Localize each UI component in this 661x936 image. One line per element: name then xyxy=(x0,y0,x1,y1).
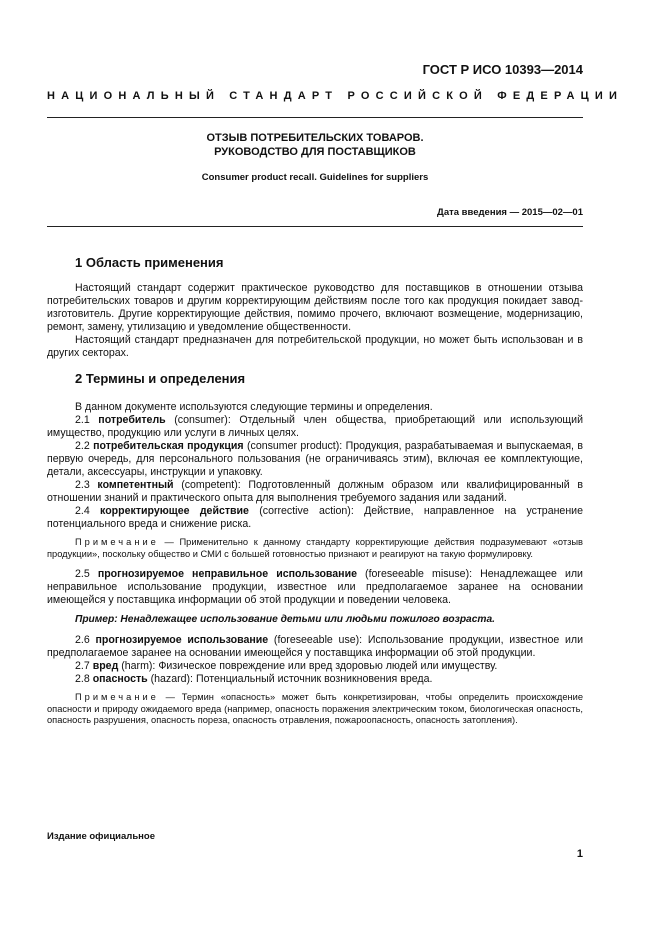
header-divider xyxy=(47,117,583,118)
note-label: Примечание xyxy=(75,537,159,547)
term-name: прогнозируемое использование xyxy=(95,634,269,646)
section-1-paragraph-1: Настоящий стандарт содержит практическое руководство для поставщиков в отношении отзыва потребительских товаров и другим корректирующим действиям после того как продукция покидает завод-изготовитель. Другие корректирующие действия, помимо прочего, включают возмещение, модернизацию, ремонт, замену, утилизацию и уведомление общественности. xyxy=(47,282,583,333)
document-title-en: Consumer product recall. Guidelines for suppliers xyxy=(201,172,429,183)
introduction-date: Дата введения — 2015—02—01 xyxy=(437,207,583,218)
term-2-1: 2.1 потребитель (consumer): Отдельный член общества, приобретающий или использующий имущество, продукцию или услуги в личных целях. xyxy=(47,414,583,439)
term-2-2: 2.2 потребительская продукция (consumer product): Продукция, разрабатываемая и выпускаемая, в первую очередь, для персонального пользования (не ограничиваясь этим), включая ее комплектующие, детали, аксессуары, инструкции и упаковку. xyxy=(47,440,584,478)
term-name: потребитель xyxy=(98,414,166,426)
section-1-heading: 1 Область применения xyxy=(75,255,224,270)
term-2-6: 2.6 прогнозируемое использование (foreseeable use): Использование продукции, известное или предполагаемое заранее на основании имеющейся у поставщика информации об этой продукции. xyxy=(47,634,583,659)
document-body xyxy=(47,254,583,735)
term-2-8: 2.8 опасность (hazard): Потенциальный источник возникновения вреда. xyxy=(75,673,433,685)
term-2-5: 2.5 прогнозируемое неправильное использование (foreseeable misuse): Ненадлежащее или неправильное использование продукции, известное или предполагаемое заранее на основании имеющейся у поставщика информации об этой продукции и поведении человека. xyxy=(47,568,583,606)
section-1-paragraph-2: Настоящий стандарт предназначен для потребительской продукции, но может быть использован и в других секторах. xyxy=(47,334,583,359)
term-2-4: 2.4 корректирующее действие (corrective action): Действие, направленное на устранение потенциального вреда и снижение риска. xyxy=(47,505,583,530)
term-name: компетентный xyxy=(97,479,174,491)
title-line-2: РУКОВОДСТВО ДЛЯ ПОСТАВЩИКОВ xyxy=(214,146,416,158)
document-title-ru xyxy=(47,131,583,159)
page-number: 1 xyxy=(576,848,583,860)
note-1: Примечание — Применительно к данному стандарту корректирующие действия подразумевают «отзыв продукции», поскольку общество и СМИ с большей готовностью признают и реагируют на такую формулировку. xyxy=(47,537,583,559)
section-2-heading: 2 Термины и определения xyxy=(75,371,246,386)
term-name: вред xyxy=(92,660,119,672)
edition-label: Издание официальное xyxy=(47,831,155,842)
section-2-intro: В данном документе используются следующие термины и определения. xyxy=(75,401,433,413)
example-text: Пример: Ненадлежащее использование детьми или людьми пожилого возраста. xyxy=(75,614,495,625)
document-code: ГОСТ Р ИСО 10393—2014 xyxy=(422,62,583,77)
title-line-1: ОТЗЫВ ПОТРЕБИТЕЛЬСКИХ ТОВАРОВ. xyxy=(206,132,424,144)
title-divider xyxy=(47,226,583,227)
note-label: Примечание xyxy=(75,692,159,702)
term-name: опасность xyxy=(92,673,148,685)
term-2-7: 2.7 вред (harm): Физическое повреждение или вред здоровью людей или имуществу. xyxy=(75,660,498,672)
term-name: потребительская продукция xyxy=(93,440,244,452)
national-standard-banner: НАЦИОНАЛЬНЫЙ СТАНДАРТ РОССИЙСКОЙ ФЕДЕРАЦИИ xyxy=(47,90,624,102)
term-2-3: 2.3 компетентный (competent): Подготовленный должным образом или квалифицированный в отношении знаний и практического опыта для выполнения требуемого задания или заданий. xyxy=(47,479,583,504)
note-2: Примечание — Термин «опасность» может быть конкретизирован, чтобы определить происхождение опасности и природу ожидаемого вреда (например, опасность поражения электрическим током, биологическая опасность, опасность разрушения, опасность пореза, опасность отравления, пожароопасность, опасность затопления). xyxy=(47,692,583,725)
term-name: прогнозируемое неправильное использование xyxy=(97,568,357,580)
term-name: корректирующее действие xyxy=(100,505,249,517)
